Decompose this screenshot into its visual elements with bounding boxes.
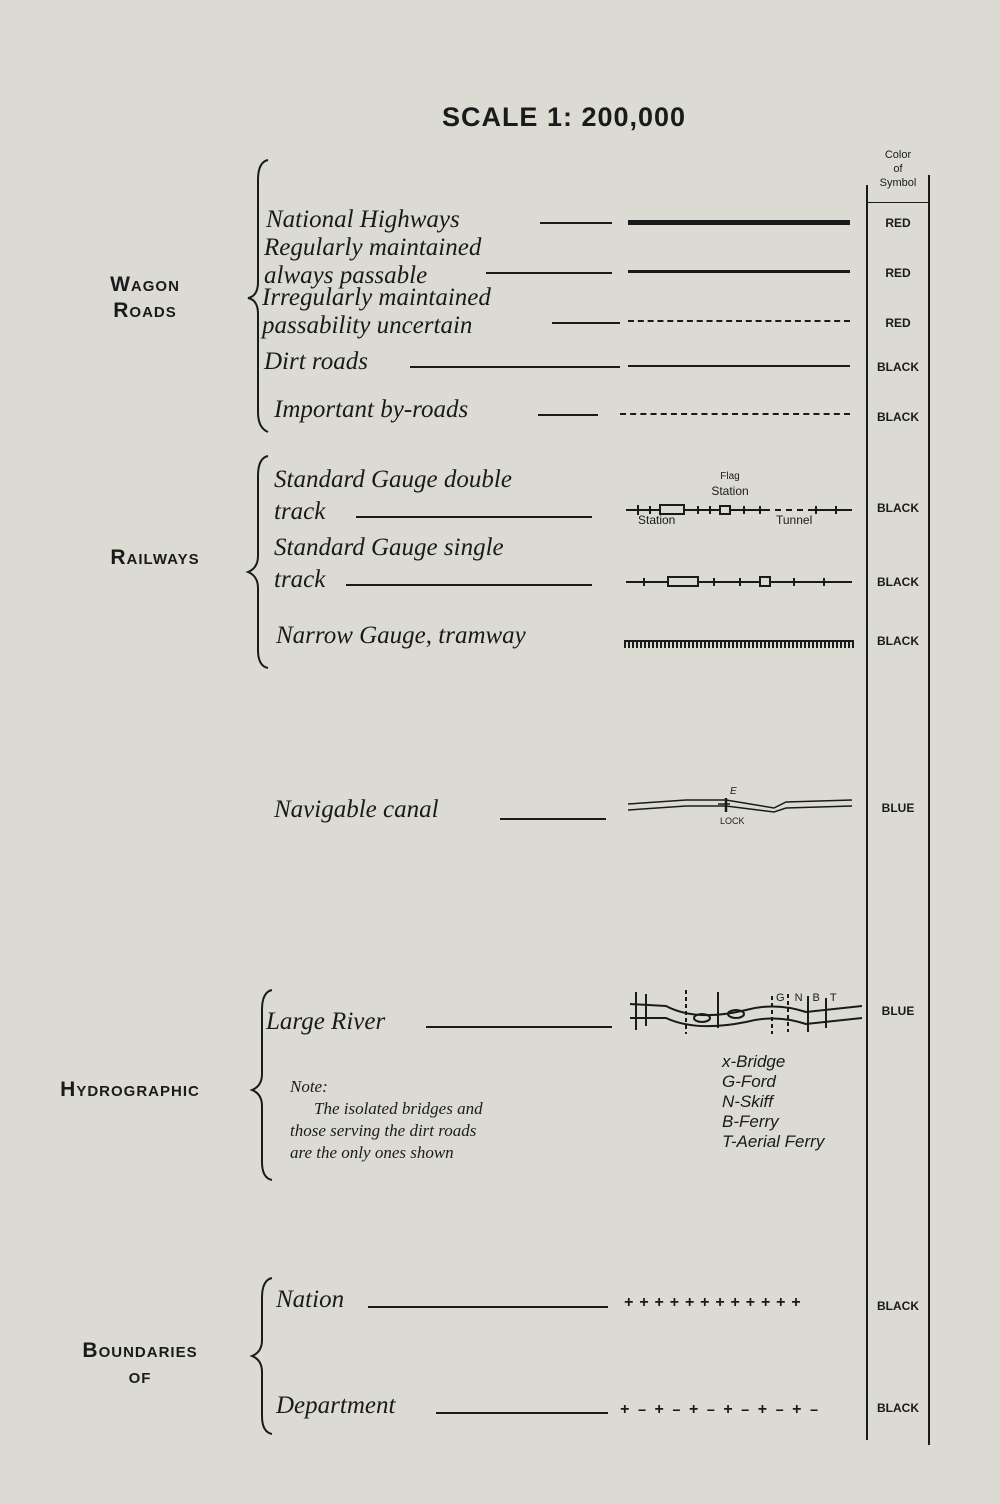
group-boundaries-line-1: Boundaries bbox=[82, 1339, 198, 1362]
leader-navigable-canal bbox=[500, 818, 606, 820]
symbol-important-byroads bbox=[620, 413, 850, 415]
label-lock-e: E bbox=[730, 786, 737, 797]
note-line-3: are the only ones shown bbox=[290, 1143, 454, 1162]
entry-irregularly-maintained-line-2: passability uncertain bbox=[262, 312, 473, 339]
label-flag-station-line-2: Station bbox=[711, 484, 749, 498]
note-line-1: The isolated bridges and bbox=[314, 1099, 483, 1118]
entry-department: Department bbox=[276, 1392, 396, 1419]
label-flag-station bbox=[690, 470, 770, 498]
entry-std-single-line-1: Standard Gauge single bbox=[274, 534, 504, 561]
symbol-std-single bbox=[624, 573, 854, 591]
entry-large-river: Large River bbox=[266, 1008, 386, 1035]
leader-national-highways bbox=[540, 222, 612, 224]
leader-std-double bbox=[356, 516, 592, 518]
color-header-line-2: of bbox=[893, 163, 903, 175]
entry-regularly-maintained bbox=[264, 234, 481, 290]
leader-nation bbox=[368, 1306, 608, 1308]
group-boundaries bbox=[40, 1338, 240, 1390]
note-heading: Note: bbox=[290, 1077, 328, 1096]
entry-std-double-line-1: Standard Gauge double bbox=[274, 466, 512, 493]
river-key-aerial-ferry: T-Aerial Ferry bbox=[722, 1132, 825, 1151]
river-letter-skiff: N bbox=[794, 992, 813, 1004]
label-lock: LOCK bbox=[720, 816, 745, 826]
entry-std-single bbox=[274, 532, 504, 596]
color-narrow-gauge: BLACK bbox=[877, 634, 919, 648]
symbol-narrow-gauge bbox=[624, 640, 854, 648]
group-boundaries-line-2: of bbox=[128, 1365, 152, 1388]
boundaries-bracket bbox=[252, 1278, 272, 1434]
entry-narrow-gauge: Narrow Gauge, tramway bbox=[276, 622, 526, 649]
river-key bbox=[722, 1052, 824, 1152]
color-navigable-canal: BLUE bbox=[881, 801, 915, 815]
color-department: BLACK bbox=[877, 1401, 919, 1415]
entry-std-double-line-2: track bbox=[274, 498, 326, 525]
color-header-line-3: Symbol bbox=[879, 177, 917, 189]
river-key-bridge: x-Bridge bbox=[722, 1052, 786, 1071]
group-wagon-roads bbox=[60, 272, 230, 324]
color-std-double: BLACK bbox=[877, 501, 919, 515]
entry-dirt-roads: Dirt roads bbox=[264, 348, 368, 375]
symbol-dirt-roads bbox=[628, 365, 850, 367]
group-railways: Railways bbox=[110, 546, 200, 569]
leader-irregularly-maintained bbox=[552, 322, 620, 324]
leader-regularly-maintained bbox=[486, 272, 612, 274]
note-line-2: those serving the dirt roads bbox=[290, 1121, 477, 1140]
entry-important-byroads: Important by-roads bbox=[274, 396, 469, 423]
entry-regularly-maintained-line-2: always passable bbox=[264, 262, 428, 289]
symbol-nation: + + + + + + + + + + + + bbox=[624, 1294, 799, 1312]
entry-national-highways: National Highways bbox=[266, 206, 460, 233]
symbol-department: + – + – + – + – + – + – bbox=[620, 1401, 818, 1419]
entry-regularly-maintained-line-1: Regularly maintained bbox=[264, 234, 482, 261]
leader-std-single bbox=[346, 584, 592, 586]
group-wagon-roads-line-2: Roads bbox=[113, 299, 177, 322]
railways-bracket bbox=[248, 456, 268, 668]
color-regularly-maintained: RED bbox=[885, 266, 911, 280]
entry-navigable-canal: Navigable canal bbox=[274, 796, 439, 823]
symbol-national-highways bbox=[628, 220, 850, 225]
river-key-skiff: N-Skiff bbox=[722, 1092, 773, 1111]
river-key-ford: G-Ford bbox=[722, 1072, 776, 1091]
river-key-ferry: B-Ferry bbox=[722, 1112, 779, 1131]
entry-irregularly-maintained bbox=[262, 284, 491, 340]
color-large-river: BLUE bbox=[881, 1004, 915, 1018]
entry-std-double bbox=[274, 464, 512, 528]
entry-std-single-line-2: track bbox=[274, 566, 326, 593]
symbol-regularly-maintained bbox=[628, 270, 850, 273]
river-letter-ferry: B bbox=[812, 992, 830, 1004]
leader-important-byroads bbox=[538, 414, 598, 416]
river-letter-aerial-ferry: T bbox=[829, 992, 847, 1004]
color-irregularly-maintained: RED bbox=[885, 316, 911, 330]
group-wagon-roads-line-1: Wagon bbox=[110, 273, 180, 296]
leader-large-river bbox=[426, 1026, 612, 1028]
label-station: Station bbox=[638, 513, 676, 527]
color-important-byroads: BLACK bbox=[877, 410, 919, 424]
color-national-highways: RED bbox=[885, 216, 911, 230]
entry-irregularly-maintained-line-1: Irregularly maintained bbox=[262, 284, 491, 311]
label-flag-station-line-1: Flag bbox=[720, 471, 740, 482]
symbol-irregularly-maintained bbox=[628, 320, 850, 322]
color-header-line-1: Color bbox=[884, 149, 912, 161]
color-std-single: BLACK bbox=[877, 575, 919, 589]
color-nation: BLACK bbox=[877, 1299, 919, 1313]
entry-nation: Nation bbox=[276, 1286, 345, 1313]
river-letter-ford: G bbox=[776, 992, 795, 1004]
page-title: SCALE 1: 200,000 bbox=[441, 102, 687, 132]
leader-dirt-roads bbox=[410, 366, 620, 368]
group-hydrographic: Hydrographic bbox=[60, 1078, 200, 1101]
river-letters bbox=[776, 992, 847, 1004]
color-dirt-roads: BLACK bbox=[877, 360, 919, 374]
label-tunnel: Tunnel bbox=[776, 513, 813, 527]
hydrographic-note bbox=[290, 1076, 483, 1164]
leader-department bbox=[436, 1412, 608, 1414]
